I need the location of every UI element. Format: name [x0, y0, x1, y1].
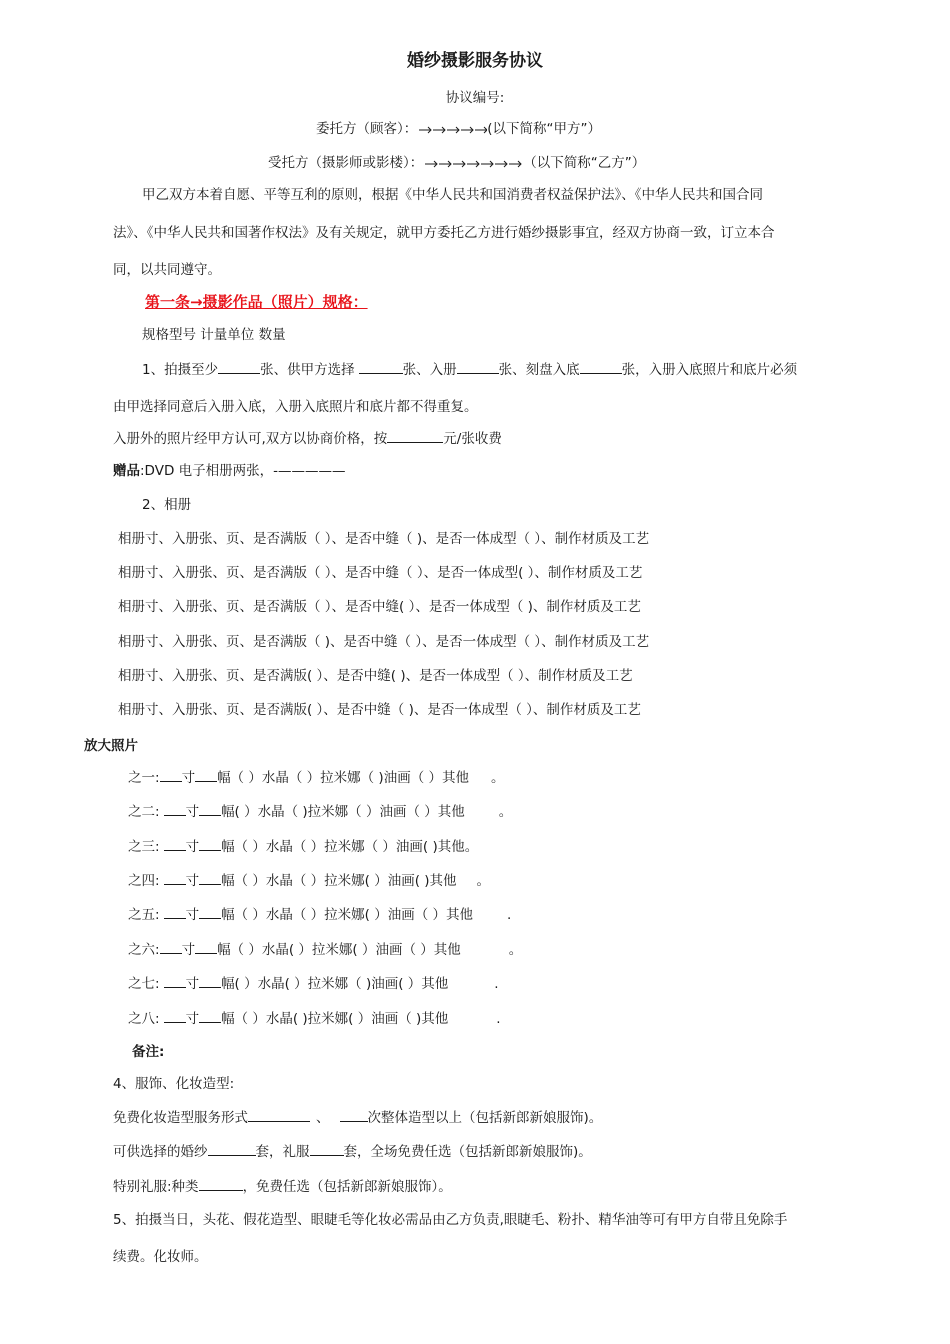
- shoot-count-blank[interactable]: [218, 360, 260, 374]
- wedding-dress-count-blank[interactable]: [208, 1142, 256, 1156]
- intro-line-2: 法》、《中华人民共和国著作权法》及有关规定，就甲方委托乙方进行婚纱摄影事宜，经双方协商一致，订立本合: [113, 225, 775, 241]
- remarks-label: 备注:: [132, 1044, 165, 1060]
- arrow-marks-icon: [423, 158, 523, 168]
- price-per-photo-blank[interactable]: [387, 429, 443, 443]
- gown-count-blank[interactable]: [310, 1142, 344, 1156]
- enlarge-heading: 放大照片: [84, 738, 138, 754]
- enlarge-line: 之二: 寸 幅( ）水晶（ )拉米娜（ ）油画（ ）其他 。: [128, 804, 513, 820]
- count-blank[interactable]: [199, 905, 221, 919]
- album-heading: 2、相册: [142, 497, 192, 513]
- item5-line-1: 5、拍摄当日，头花、假花造型、眼睫毛等化妆必需品由乙方负责,眼睫毛、粉扑、精华油等可有甲方自带且免除手: [113, 1212, 788, 1228]
- extra-price-line: 入册外的照片经甲方认可,双方以协商价格，按 元/张收费: [113, 431, 502, 447]
- disc-count-blank[interactable]: [580, 360, 622, 374]
- enlarge-line: 之四: 寸 幅（ ）水晶（ ）拉米娜( ）油画( )其他 。: [128, 873, 491, 889]
- makeup-times-blank[interactable]: [340, 1108, 368, 1122]
- special-gown-line: 特别礼服:种类 ，免费任选（包括新郎新娘服饰）。: [113, 1179, 452, 1195]
- costume-heading: 4、服饰、化妆造型:: [113, 1076, 235, 1092]
- gift-label: 赠品: [113, 463, 140, 479]
- count-blank[interactable]: [199, 1009, 221, 1023]
- spec-header: 规格型号 计量单位 数量: [142, 327, 286, 343]
- client-label: 委托方（顾客）：: [316, 121, 418, 137]
- size-blank[interactable]: [164, 905, 186, 919]
- item5-line-2: 续费。化妆师。: [113, 1249, 208, 1265]
- album-line: 相册寸、入册张、页、是否满版（ ）、是否中缝( ）、是否一体成型（ )、制作材质及工艺: [118, 599, 641, 615]
- album-count-blank[interactable]: [457, 360, 499, 374]
- gowns-line: 可供选择的婚纱 套，礼服 套，全场免费任选（包括新郎新娘服饰)。: [113, 1144, 592, 1160]
- size-blank[interactable]: [164, 974, 186, 988]
- agreement-number: 协议编号:: [445, 90, 505, 106]
- count-blank[interactable]: [199, 871, 221, 885]
- album-line: 相册寸、入册张、页、是否满版（ )、是否中缝（ ）、是否一体成型（ ）、制作材质及工艺: [118, 634, 650, 650]
- size-blank[interactable]: [164, 871, 186, 885]
- shooting-quantity-line-2: 由甲选择同意后入册入底，入册入底照片和底片都不得重复。: [113, 399, 478, 415]
- select-count-blank[interactable]: [359, 360, 403, 374]
- count-blank[interactable]: [199, 974, 221, 988]
- gift-text: :DVD 电子相册两张，-—————: [140, 463, 346, 479]
- enlarge-line: 之五: 寸 幅（ ）水晶（ ）拉米娜( ）油画（ ）其他 .: [128, 907, 512, 923]
- count-blank[interactable]: [195, 940, 217, 954]
- shooting-quantity-line: 1、拍摄至少 张、供甲方选择 张、入册 张、刻盘入底 张，入册入底照片和底片必须: [142, 362, 798, 378]
- count-blank[interactable]: [199, 802, 221, 816]
- count-blank[interactable]: [195, 768, 217, 782]
- document-title: 婚纱摄影服务协议: [407, 51, 543, 71]
- enlarge-line: 之六: 寸 幅（ ）水晶( ）拉米娜( ）油画（ ）其他 。: [128, 942, 523, 958]
- enlarge-line: 之一: 寸 幅（ ）水晶（ ）拉米娜（ )油画（ ）其他 。: [128, 770, 505, 786]
- makeup-line: 免费化妆造型服务形式 、 次整体造型以上（包括新郎新娘服饰)。: [113, 1110, 603, 1126]
- count-blank[interactable]: [199, 837, 221, 851]
- enlarge-line: 之三: 寸 幅（ ）水晶（ ）拉米娜（ ）油画( )其他。: [128, 839, 479, 855]
- special-type-blank[interactable]: [199, 1177, 243, 1191]
- intro-line-3: 同，以共同遵守。: [113, 262, 221, 278]
- gift-line: [113, 462, 346, 480]
- article-1-heading: 第一条→摄影作品（照片）规格：: [145, 293, 368, 311]
- size-blank[interactable]: [164, 837, 186, 851]
- album-line: 相册寸、入册张、页、是否满版( ）、是否中缝( )、是否一体成型（ ）、制作材质及工艺: [118, 668, 633, 684]
- enlarge-line: 之八: 寸 幅（ ）水晶( )拉米娜( ）油画（ )其他 .: [128, 1011, 501, 1027]
- intro-line-1: 甲乙双方本着自愿、平等互利的原则，根据《中华人民共和国消费者权益保护法》、《中华人民共和国合同: [142, 187, 763, 203]
- size-blank[interactable]: [160, 940, 182, 954]
- makeup-form-blank[interactable]: [248, 1108, 310, 1122]
- enlarge-line: 之七: 寸 幅( ）水晶( ）拉米娜（ )油画( ）其他 .: [128, 976, 499, 992]
- provider-suffix: （以下简称“乙方”）: [523, 155, 646, 171]
- album-line: 相册寸、入册张、页、是否满版( ）、是否中缝（ )、是否一体成型（ ）、制作材质及工艺: [118, 702, 641, 718]
- arrow-marks-icon: [417, 124, 487, 134]
- album-line: 相册寸、入册张、页、是否满版（ ）、是否中缝（ ）、是否一体成型( ）、制作材质及工艺: [118, 565, 643, 581]
- provider-label: 受托方（摄影师或影楼）：: [268, 155, 424, 171]
- size-blank[interactable]: [164, 1009, 186, 1023]
- client-line: [316, 120, 601, 138]
- size-blank[interactable]: [160, 768, 182, 782]
- provider-line: [268, 154, 645, 172]
- client-suffix: (以下简称“甲方”）: [487, 121, 602, 137]
- album-line: 相册寸、入册张、页、是否满版（ ）、是否中缝（ )、是否一体成型（ ）、制作材质及工艺: [118, 531, 650, 547]
- size-blank[interactable]: [164, 802, 186, 816]
